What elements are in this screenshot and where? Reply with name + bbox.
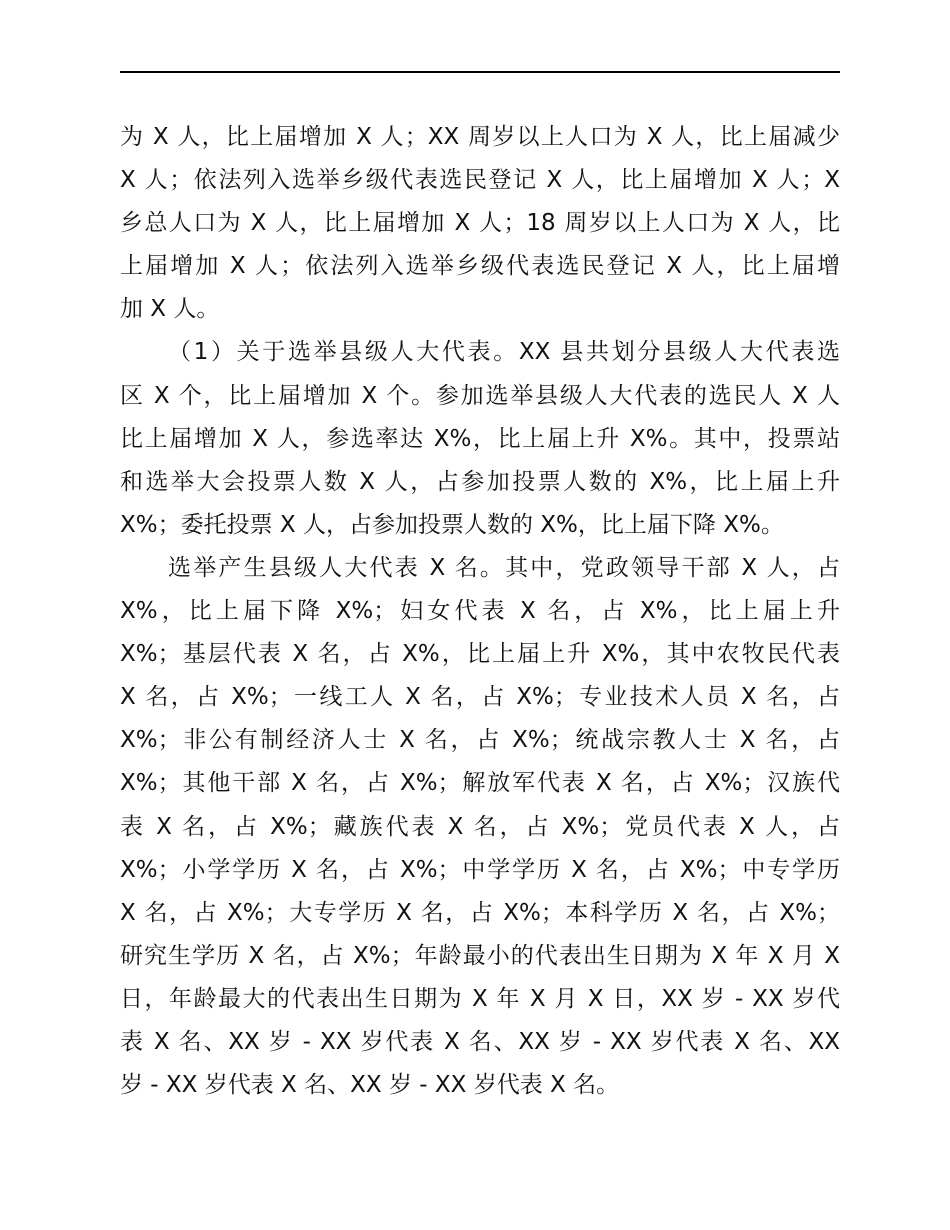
paragraph-start-line: 选举产生县级人大代表 X 名。其中，党政领导干部 X 人，占 [168,554,840,581]
text-line: X 名，占 X%；一线工人 X 名，占 X%；专业技术人员 X 名，占 [120,684,840,711]
text-line: X 人；依法列入选举乡级代表选民登记 X 人，比上届增加 X 人；X [120,167,840,194]
text-line: 上届增加 X 人；依法列入选举乡级代表选民登记 X 人，比上届增 [120,253,840,280]
text-line: X%；小学学历 X 名，占 X%；中学学历 X 名，占 X%；中专学历 [120,856,840,883]
text-line: 和选举大会投票人数 X 人，占参加投票人数的 X%，比上届上升 [120,468,840,495]
text-line: 乡总人口为 X 人，比上届增加 X 人；18 周岁以上人口为 X 人，比 [120,210,840,237]
document-body [120,116,840,1107]
text-line: X%；委托投票 X 人，占参加投票人数的 X%，比上届下降 X%。 [120,511,784,538]
text-line: 表 X 名、XX 岁 - XX 岁代表 X 名、XX 岁 - XX 岁代表 X 名、XX [120,1028,840,1055]
text-line: X%，比上届下降 X%；妇女代表 X 名，占 X%，比上届上升 [120,598,840,625]
text-line: X%；非公有制经济人士 X 名，占 X%；统战宗教人士 X 名，占 [120,727,840,754]
text-line: 区 X 个，比上届增加 X 个。参加选举县级人大代表的选民人 X 人 [120,382,840,409]
text-line: 加 X 人。 [120,296,220,323]
text-line: 岁 - XX 岁代表 X 名、XX 岁 - XX 岁代表 X 名。 [120,1072,620,1099]
text-line: 为 X 人，比上届增加 X 人；XX 周岁以上人口为 X 人，比上届减少 [120,124,840,150]
text-line: X 名，占 X%；大专学历 X 名，占 X%；本科学历 X 名，占 X%； [120,899,840,926]
text-line: X%；基层代表 X 名，占 X%，比上届上升 X%，其中农牧民代表 [120,641,840,668]
text-line: 比上届增加 X 人，参选率达 X%，比上届上升 X%。其中，投票站 [120,425,840,452]
text-line: X%；其他干部 X 名，占 X%；解放军代表 X 名，占 X%；汉族代 [120,770,840,797]
text-line: 表 X 名，占 X%；藏族代表 X 名，占 X%；党员代表 X 人，占 [120,813,840,840]
paragraph-start-line: （1）关于选举县级人大代表。XX 县共划分县级人大代表选 [168,339,840,366]
text-line: 日，年龄最大的代表出生日期为 X 年 X 月 X 日，XX 岁 - XX 岁代 [120,985,840,1012]
header-rule [120,71,840,73]
text-line: 研究生学历 X 名，占 X%；年龄最小的代表出生日期为 X 年 X 月 X [120,942,840,969]
